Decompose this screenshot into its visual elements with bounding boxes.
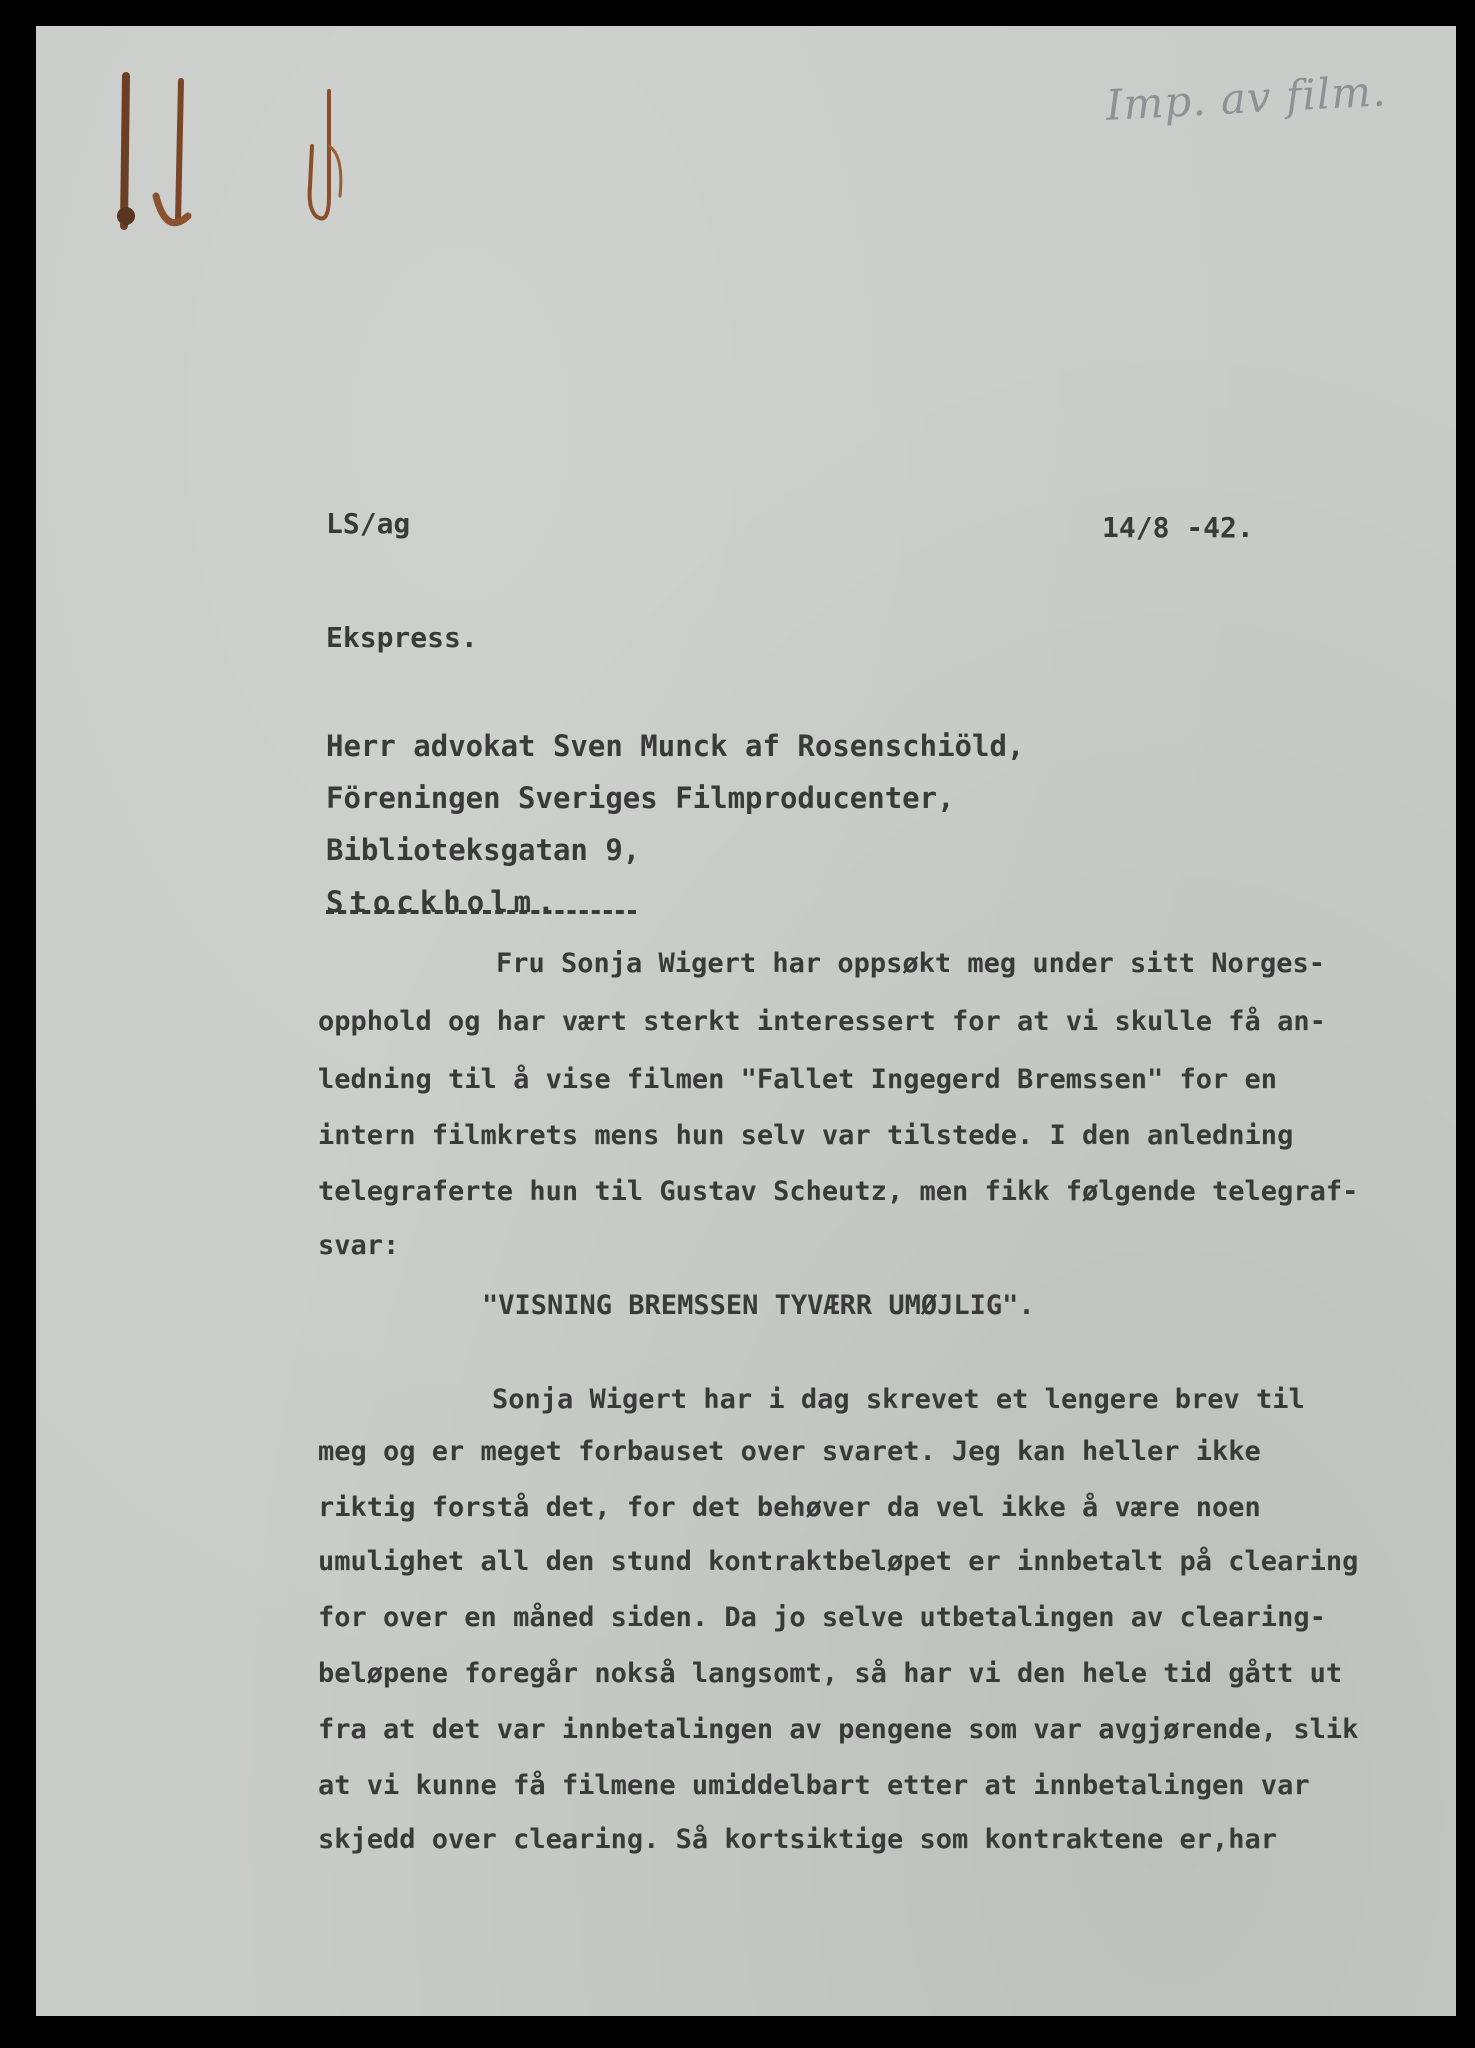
paperclip-mark [304,86,354,236]
body-line: at vi kunne få filmene umiddelbart etter at innbetalingen var [318,1770,1310,1801]
body-line: fra at det var innbetalingen av pengene som var avgjørende, slik [318,1714,1359,1745]
body-line: beløpene foregår nokså langsomt, så har vi den hele tid gått ut [318,1658,1343,1689]
telegram-quote: "VISNING BREMSSEN TYVÆRR UMØJLIG". [482,1290,1035,1321]
letter-date: 14/8 -42. [1102,511,1254,544]
body-line: meg og er meget forbauset over svaret. Jeg kan heller ikke [318,1436,1261,1467]
paper-sheet [36,26,1456,2016]
body-line: intern filmkrets mens hun selv var tilstede. I den anledning [318,1120,1294,1151]
body-line: riktig forstå det, for det behøver da vel ikke å være noen [318,1492,1261,1523]
rust-stain-mark [96,66,206,246]
handwritten-note: Imp. av film. [1104,66,1388,130]
recipient-city: Stockholm. [326,885,561,919]
body-line: telegraferte hun til Gustav Scheutz, men fikk følgende telegraf- [318,1176,1359,1207]
body-line: svar: [318,1230,400,1261]
recipient-line: Herr advokat Sven Munck af Rosenschiöld, [326,729,1025,763]
body-line: Sonja Wigert har i dag skrevet et lengere brev til [492,1384,1305,1415]
recipient-line: Föreningen Sveriges Filmproducenter, [326,781,955,815]
letter-reference: LS/ag [326,507,411,540]
recipient-line: Biblioteksgatan 9, [326,833,641,867]
body-line: ledning til å vise filmen "Fallet Ingegerd Bremssen" for en [318,1064,1278,1095]
body-line: for over en måned siden. Da jo selve utbetalingen av clearing- [318,1602,1326,1633]
body-line: umulighet all den stund kontraktbeløpet er innbetalt på clearing [318,1546,1359,1577]
body-line: opphold og har vært sterkt interessert for at vi skulle få an- [318,1006,1326,1037]
delivery-note: Ekspress. [326,621,478,654]
body-line: Fru Sonja Wigert har oppsøkt meg under sitt Norges- [496,948,1326,979]
city-underline [326,910,636,914]
body-line: skjedd over clearing. Så kortsiktige som kontraktene er,har [318,1824,1278,1855]
